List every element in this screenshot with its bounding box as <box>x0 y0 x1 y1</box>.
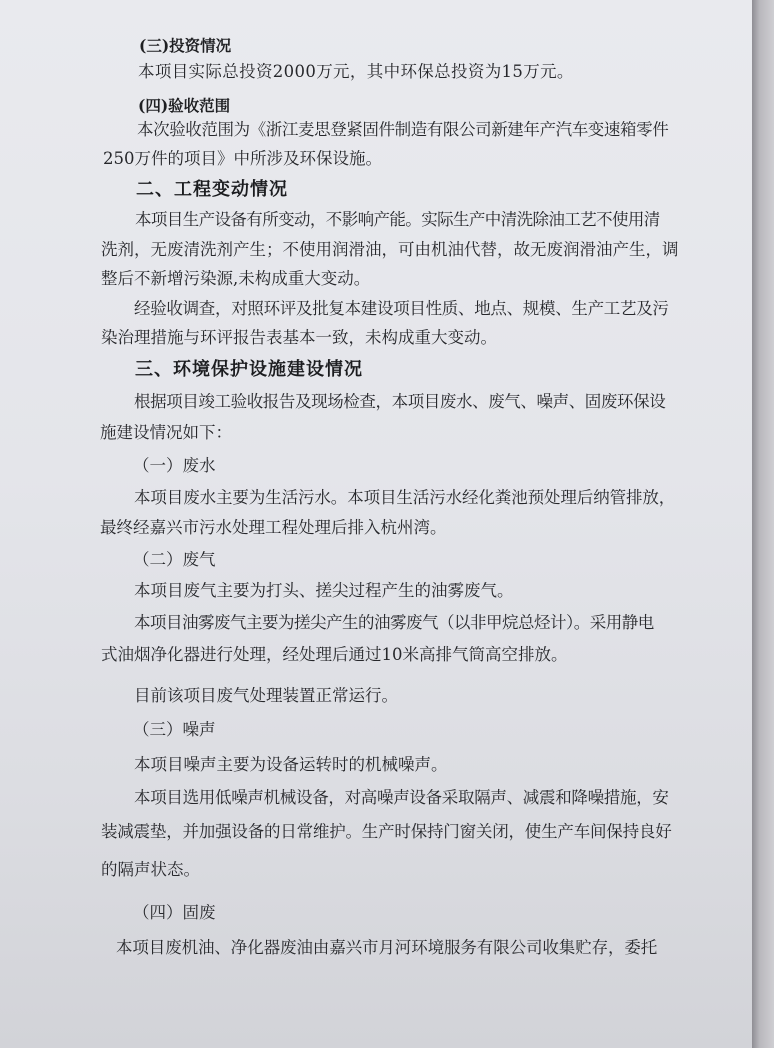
scope-heading: (四)验收范围 <box>138 96 231 115</box>
wastewater-line1: 本项目废水主要为生活污水。本项目生活污水经化粪池预处理后纳管排放， <box>134 488 676 507</box>
solid-waste-heading: （四）固废 <box>133 903 216 922</box>
noise-line3: 装减震垫，并加强设备的日常维护。生产时保持门窗关闭，使生产车间保持良好 <box>101 822 672 841</box>
exhaust-line3: 式油烟净化器进行处理，经处理后通过10米高排气筒高空排放。 <box>101 645 568 664</box>
section2-p2-line1: 经验收调查，对照环评及批复本建设项目性质、地点、规模、生产工艺及污 <box>134 299 669 318</box>
section2-p1-line3: 整后不新增污染源,未构成重大变动。 <box>101 269 371 288</box>
wastewater-line2: 最终经嘉兴市污水处理工程处理后排入杭州湾。 <box>100 518 447 537</box>
wastewater-heading: （一）废水 <box>133 456 216 475</box>
solid-waste-line1: 本项目废机油、净化器废油由嘉兴市月河环境服务有限公司收集贮存，委托 <box>116 938 658 957</box>
section2-p1-line2: 洗剂，无废清洗剂产生；不使用润滑油，可由机油代替，故无废润滑油产生，调 <box>101 240 679 259</box>
noise-line4: 的隔声状态。 <box>101 860 200 879</box>
exhaust-line1: 本项目废气主要为打头、搓尖过程产生的油雾废气。 <box>134 581 514 600</box>
investment-heading: (三)投资情况 <box>139 36 232 55</box>
exhaust-heading: （二）废气 <box>133 550 216 569</box>
page-edge-shadow <box>752 0 774 1048</box>
section2-p2-line2: 染治理措施与环评报告表基本一致，未构成重大变动。 <box>101 328 497 347</box>
investment-text: 本项目实际总投资2000万元，其中环保总投资为15万元。 <box>138 62 574 81</box>
noise-line1: 本项目噪声主要为设备运转时的机械噪声。 <box>134 755 448 774</box>
noise-line2: 本项目选用低噪声机械设备，对高噪声设备采取隔声、减震和降噪措施，安 <box>134 788 669 807</box>
section2-title: 二、工程变动情况 <box>136 179 288 200</box>
section2-p1-line1: 本项目生产设备有所变动，不影响产能。实际生产中清洗除油工艺不使用清 <box>135 210 660 229</box>
noise-heading: （三）噪声 <box>133 720 216 739</box>
exhaust-line4: 目前该项目废气处理装置正常运行。 <box>134 686 398 705</box>
scope-text-1: 本次验收范围为《浙江麦思登紧固件制造有限公司新建年产汽车变速箱零件 <box>137 120 669 139</box>
exhaust-line2: 本项目油雾废气主要为搓尖产生的油雾废气（以非甲烷总烃计）。采用静电 <box>134 613 654 632</box>
section3-intro-line2: 施建设情况如下： <box>100 423 232 442</box>
section3-title: 三、环境保护设施建设情况 <box>135 359 363 380</box>
section3-intro-line1: 根据项目竣工验收报告及现场检查，本项目废水、废气、噪声、固废环保设 <box>134 392 666 411</box>
scope-text-2: 250万件的项目》中所涉及环保设施。 <box>103 149 382 168</box>
